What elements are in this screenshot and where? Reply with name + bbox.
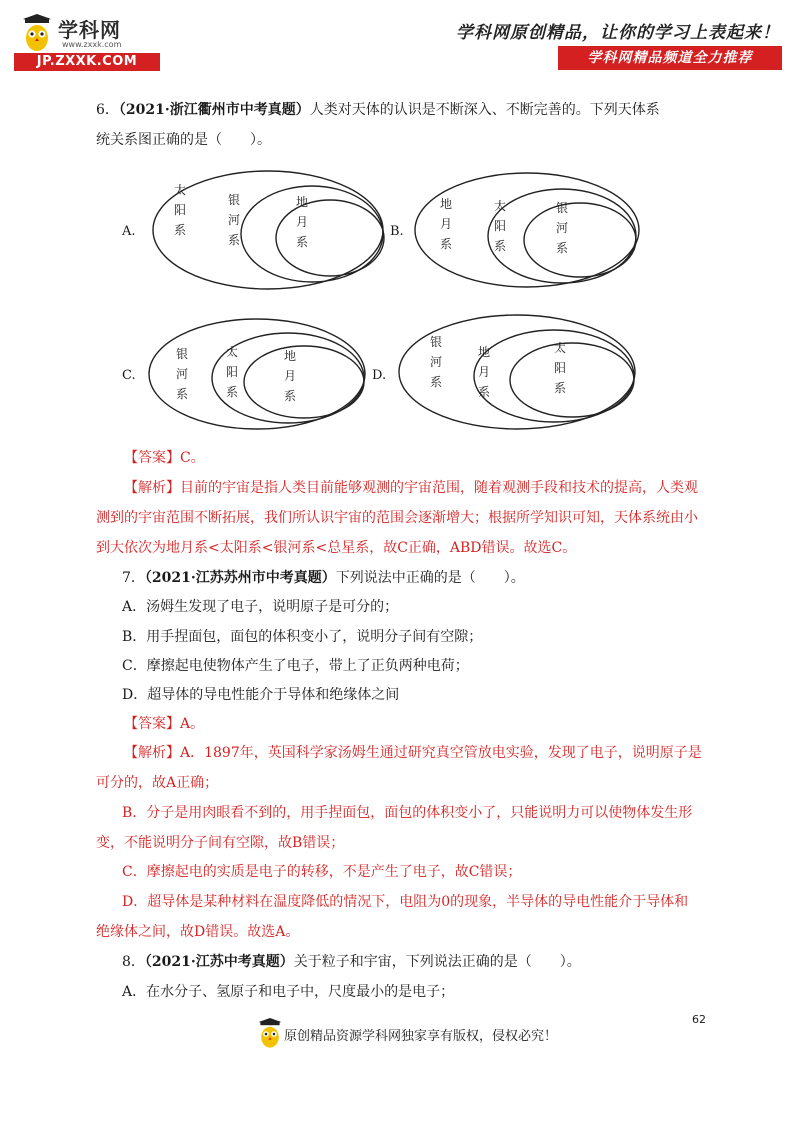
q7-option-c: C．摩擦起电使物体产生了电子，带上了正负两种电荷； [122, 658, 469, 674]
q7-analysis-line-1: 【解析】A．1897年，英国科学家汤姆生通过研究真空管放电实验，发现了电子，说明原子是 [124, 745, 702, 761]
diagram-b-outer-3: 系 [440, 237, 453, 251]
q8-source: （2021·江苏中考真题） [144, 954, 294, 970]
diagram-d-outer-1: 银 [430, 335, 443, 349]
diagram-a-outer-1: 太 [174, 183, 187, 197]
diagram-c-middle-3: 系 [226, 385, 239, 399]
diagram-a-middle-2: 河 [228, 213, 241, 227]
diagram-d-middle-2: 月 [478, 365, 491, 379]
option-c-label: C. [122, 368, 136, 383]
q7-analysis-line-5: C．摩擦起电的实质是电子的转移，不是产生了电子，故C错误； [122, 864, 522, 880]
diagram-d [396, 312, 638, 432]
diagram-c-outer-2: 河 [176, 367, 189, 381]
diagram-d-outer-3: 系 [430, 375, 443, 389]
diagram-d-outer-2: 河 [430, 355, 443, 369]
q6-stem-line-1 [96, 100, 660, 120]
logo-name: 学科网 [58, 18, 121, 42]
diagram-a-middle-1: 银 [228, 193, 241, 207]
q7-analysis-line-7: 绝缘体之间，故D错误。故选A。 [96, 924, 300, 940]
diagram-c-outer-1: 银 [176, 347, 189, 361]
q6-answer: 【答案】C。 [124, 450, 205, 466]
q6-number: 6． [96, 102, 119, 118]
q7-stem [122, 568, 525, 588]
diagram-a [150, 168, 386, 292]
q8-number: 8． [122, 954, 145, 970]
header-slogan: 学科网原创精品，让你的学习上表起来！ [456, 23, 780, 43]
diagram-c [146, 316, 368, 432]
q6-analysis-line-2: 测到的宇宙范围不断拓展，我们所认识宇宙的范围会逐渐增大；根据所学知识可知，天体系统由小 [96, 510, 698, 526]
option-d-label: D. [372, 368, 387, 383]
diagram-b [412, 170, 642, 292]
diagram-c-inner-3: 系 [284, 389, 297, 403]
diagram-a-outer-2: 阳 [174, 203, 187, 217]
diagram-d-inner-3: 系 [554, 381, 567, 395]
q7-analysis-line-3: B．分子是用肉眼看不到的，用手捏面包，面包的体积变小了，只能说明力可以使物体发生形 [122, 805, 693, 821]
q7-source: （2021·江苏苏州市中考真题） [144, 570, 336, 586]
q8-stem [122, 952, 581, 972]
q7-stem-text: 下列说法中正确的是（ ）。 [335, 570, 525, 586]
diagram-c-inner-2: 月 [284, 369, 297, 383]
diagram-b-middle-3: 系 [494, 239, 507, 253]
diagram-a-middle-3: 系 [228, 233, 241, 247]
logo-owl-icon [22, 14, 52, 54]
q7-answer: 【答案】A。 [124, 716, 205, 732]
diagram-b-inner-2: 河 [556, 221, 569, 235]
q7-analysis-line-4: 变，不能说明分子间有空隙，故B错误； [96, 835, 345, 851]
diagram-c-middle-2: 阳 [226, 365, 239, 379]
q6-analysis-line-1: 【解析】目前的宇宙是指人类目前能够观测的宇宙范围，随着观测手段和技术的提高，人类观 [124, 480, 698, 496]
logo-subtext: www.zxxk.com [62, 40, 122, 49]
diagram-b-middle-2: 阳 [494, 219, 507, 233]
q6-stem-line-2: 统关系图正确的是（ ）。 [96, 132, 271, 148]
q7-option-d: D．超导体的导电性能介于导体和绝缘体之间 [122, 687, 400, 703]
header-banner: 学科网精品频道全力推荐 [558, 46, 782, 70]
diagram-a-outer-3: 系 [174, 223, 187, 237]
diagram-d-inner-2: 阳 [554, 361, 567, 375]
diagram-c-inner-1: 地 [284, 349, 297, 363]
diagram-d-inner-1: 太 [554, 341, 567, 355]
diagram-b-inner-1: 银 [556, 201, 569, 215]
diagram-b-middle-1: 太 [494, 199, 507, 213]
diagram-a-inner-1: 地 [296, 195, 309, 209]
option-b-label: B. [390, 224, 404, 239]
diagram-c-middle-1: 太 [226, 345, 239, 359]
page-number: 62 [692, 1013, 706, 1026]
diagram-a-inner-2: 月 [296, 215, 309, 229]
q7-analysis-line-6: D．超导体是某种材料在温度降低的情况下，电阻为0的现象，半导体的导电性能介于导体和 [122, 894, 689, 910]
q8-option-a: A．在水分子、氢原子和电子中，尺度最小的是电子； [122, 984, 455, 1000]
diagram-a-inner-3: 系 [296, 235, 309, 249]
logo-url-badge: JP.ZXXK.COM [14, 53, 160, 71]
q7-number: 7． [122, 570, 145, 586]
q7-option-b: B．用手捏面包，面包的体积变小了，说明分子间有空隙； [122, 629, 483, 645]
diagram-b-outer-2: 月 [440, 217, 453, 231]
footer-copyright: 原创精品资源学科网独家享有版权，侵权必究！ [284, 1029, 558, 1044]
diagram-b-outer-1: 地 [440, 197, 453, 211]
q8-stem-text: 关于粒子和宇宙，下列说法正确的是（ ）。 [293, 954, 581, 970]
footer-owl-icon [258, 1018, 282, 1050]
q7-option-a: A．汤姆生发现了电子，说明原子是可分的； [122, 599, 399, 615]
diagram-c-outer-3: 系 [176, 387, 189, 401]
q6-source: （2021·浙江衢州市中考真题） [118, 102, 310, 118]
diagram-d-middle-1: 地 [478, 345, 491, 359]
diagram-d-middle-3: 系 [478, 385, 491, 399]
q6-stem-text: 人类对天体的认识是不断深入、不断完善的。下列天体系 [309, 102, 660, 118]
option-a-label: A. [122, 224, 136, 239]
diagram-b-inner-3: 系 [556, 241, 569, 255]
q6-analysis-line-3: 到大依次为地月系<太阳系<银河系<总星系，故C正确，ABD错误。故选C。 [96, 540, 577, 556]
q7-analysis-line-2: 可分的，故A正确； [96, 775, 219, 791]
